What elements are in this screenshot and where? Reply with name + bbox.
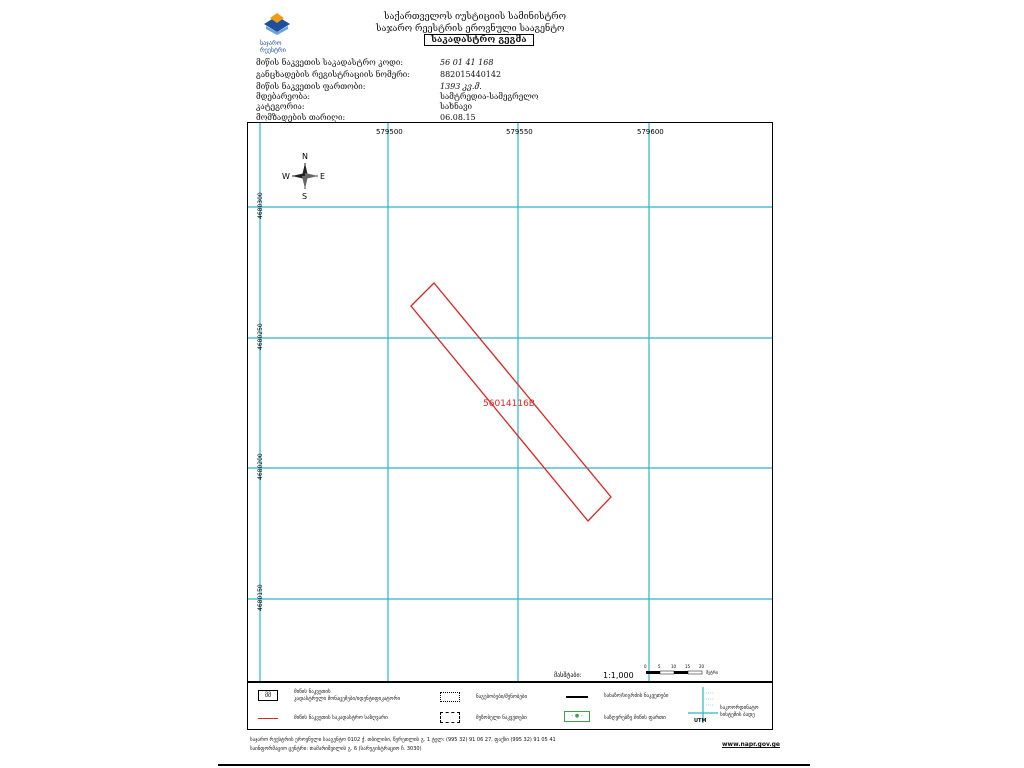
field-label-code: მიწის ნაკვეთის საკადასტრო კოდი: bbox=[256, 58, 404, 67]
field-value-location: სამტრედია-სამეგრელო bbox=[440, 92, 539, 101]
y-tick-label: 4680150 bbox=[257, 584, 264, 611]
y-tick-label: 4680300 bbox=[257, 192, 264, 219]
compass-s: S bbox=[302, 192, 308, 201]
north-arrow-icon bbox=[282, 152, 325, 201]
scale-tick: 20 bbox=[699, 664, 705, 669]
field-value-category: სახნავი bbox=[440, 102, 473, 111]
legend-building-symbol bbox=[440, 692, 460, 702]
org-line-2: საჯარო რეესტრის ეროვნული სააგენტო bbox=[376, 24, 565, 34]
field-value-area: 1393 კვ.მ. bbox=[440, 82, 482, 91]
utm-label: UTM bbox=[694, 718, 707, 724]
compass-e: E bbox=[320, 172, 326, 181]
field-value-reg: 882015440142 bbox=[440, 70, 502, 79]
scale-tick: 0 bbox=[644, 664, 647, 669]
legend-green-text: საზღვრებზე მიწის ფართი bbox=[604, 715, 666, 721]
scale-tick: 10 bbox=[671, 664, 677, 669]
compass-n: N bbox=[302, 152, 308, 161]
scale-tick: 15 bbox=[685, 664, 691, 669]
legend bbox=[247, 682, 773, 730]
y-tick-label: 4680250 bbox=[257, 323, 264, 350]
logo-icon bbox=[252, 12, 302, 42]
field-value-date: 06.08.15 bbox=[440, 113, 476, 122]
legend-building-text: ნაგებობები/შენობები bbox=[476, 694, 528, 700]
scale-bar bbox=[644, 664, 718, 675]
legend-dashed-text: მეზობელი ნაკვეთები bbox=[476, 715, 527, 721]
scale-label: მასშტაბი: bbox=[554, 672, 582, 679]
legend-code-text-2: კადასტრული მონაცემები/იდენტიფიკატორი bbox=[294, 696, 401, 702]
legend-fence-symbol bbox=[566, 696, 588, 698]
legend-code-box: მმ bbox=[258, 690, 278, 701]
org-line-1: საქართველოს იუსტიციის სამინისტრო bbox=[384, 12, 567, 22]
utm-text-1: საკოორდინატო bbox=[720, 705, 759, 711]
legend-code-text-1: მიწის ნაკვეთის bbox=[294, 689, 331, 695]
footer-line-2: საინფორმაციო ცენტრი: თამარიშვილის გ. 6 (სარეგისტრაციო ჩ. 3030) bbox=[250, 746, 422, 752]
legend-dashed-symbol bbox=[440, 712, 460, 723]
field-label-date: მომზადების თარიღი: bbox=[256, 113, 346, 122]
legend-green-symbol: - ● - bbox=[564, 711, 590, 722]
scale-unit: მეტრი bbox=[706, 670, 718, 675]
legend-parcel-line-symbol bbox=[258, 718, 278, 719]
cadastral-map[interactable] bbox=[247, 122, 773, 682]
agency-logo bbox=[252, 12, 302, 54]
legend-fence-text: სახაზო/სიგრძის ნაკვეთები bbox=[604, 693, 669, 699]
field-label-location: მდებარეობა: bbox=[256, 92, 311, 101]
compass-w: W bbox=[282, 172, 290, 181]
footer-line-1: საჯარო რეესტრის ეროვნული სააგენტო 0102 ქ. თბილისი, წერეთლის გ. 1 ტელ: (995 32) 91 06 27, ფაქსი (995 32) 91 05 41 bbox=[250, 737, 556, 743]
footer-divider bbox=[218, 764, 810, 766]
x-tick-label: 579550 bbox=[506, 128, 533, 136]
scale-value: 1:1,000 bbox=[603, 671, 634, 680]
scale-tick: 5 bbox=[658, 664, 661, 669]
legend-parcel-line-text: მიწის ნაკვეთის საკადასტრო საზღვარი bbox=[294, 715, 388, 721]
parcel-label: 56014116B bbox=[483, 399, 535, 409]
field-value-code: 56 01 41 168 bbox=[440, 58, 494, 67]
utm-text-2: სისტემის ბადე bbox=[720, 712, 755, 718]
map-canvas bbox=[248, 123, 772, 681]
logo-text-1: საჯარო bbox=[260, 40, 282, 47]
doc-title: საკადასტრო გეგმა bbox=[424, 34, 534, 46]
field-label-category: კატეგორია: bbox=[256, 102, 305, 111]
field-label-area: მიწის ნაკვეთის ფართობი: bbox=[256, 82, 366, 91]
logo-text-2: რეესტრი bbox=[260, 47, 286, 54]
x-tick-label: 579600 bbox=[637, 128, 664, 136]
footer-website[interactable]: www.napr.gov.ge bbox=[722, 741, 781, 748]
field-label-reg: განცხადების რეგისტრაციის ნომერი: bbox=[256, 70, 410, 79]
x-tick-label: 579500 bbox=[376, 128, 403, 136]
y-tick-label: 4680200 bbox=[257, 453, 264, 480]
